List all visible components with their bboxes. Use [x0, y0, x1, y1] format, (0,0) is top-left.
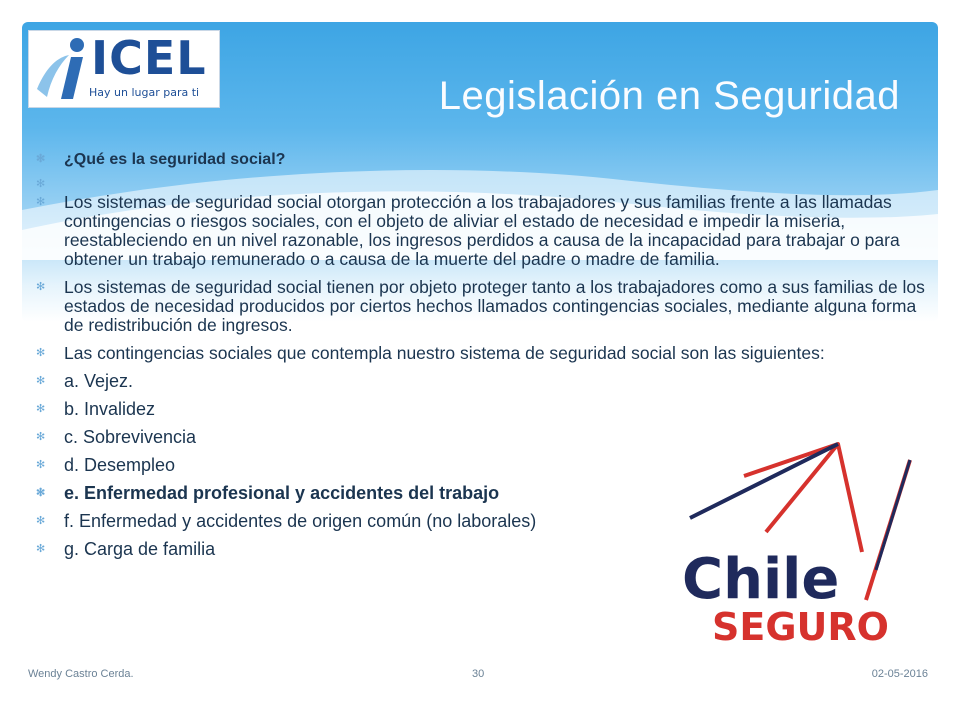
- bullet-empty: [36, 175, 936, 193]
- bullet-icon: ✻: [36, 153, 46, 165]
- chile-seguro-logo: [660, 440, 920, 660]
- bullet-icon: ✻: [36, 459, 46, 471]
- list-item-text: d. Desempleo: [64, 455, 176, 475]
- bullet-icon: ✻: [36, 515, 46, 527]
- footer-author: Wendy Castro Cerda.: [28, 668, 134, 680]
- bullet-icon: ✻: [36, 347, 46, 359]
- list-item: [36, 400, 936, 419]
- list-item-text: a. Vejez.: [64, 371, 134, 391]
- icel-logo-word: ICEL: [91, 31, 207, 85]
- bullet-icon: ✻: [36, 431, 46, 443]
- icel-logo: [28, 30, 220, 108]
- paragraph-text: Los sistemas de seguridad social otorgan protección a los trabajadores y sus familias frente a las llamadas contingencias o riesgos sociales, con el objeto de aliviar el estado de necesidad e impedir la miseria, reestableciendo en un nivel razonable, los ingresos perdidos a causa de la incapacidad para trabajar o para obtener un trabajo remunerado o a causa de la muerte del padre o madre de familia.: [64, 192, 900, 269]
- bullet-icon: ✻: [36, 178, 46, 190]
- paragraph-text: Los sistemas de seguridad social tienen por objeto proteger tanto a los trabajadores como a sus familias de los estados de necesidad producidos por ciertos hechos llamados contingencias sociales, mediante alguna forma de redistribución de ingresos.: [64, 277, 925, 335]
- bullet-icon: ✻: [36, 403, 46, 415]
- bullet-paragraph: [36, 344, 936, 363]
- seguro-logo-word: SEGURO: [712, 605, 889, 649]
- list-item-text: g. Carga de familia: [64, 539, 216, 559]
- slide-title: Legislación en Seguridad: [438, 74, 900, 118]
- question-text: ¿Qué es la seguridad social?: [64, 151, 286, 168]
- list-item: [36, 372, 936, 391]
- paragraph-text: Las contingencias sociales que contempla nuestro sistema de seguridad social son las siguientes:: [64, 343, 825, 363]
- bullet-icon: ✻: [36, 543, 46, 555]
- bullet-icon: ✻: [36, 281, 46, 293]
- list-item-text: c. Sobrevivencia: [64, 427, 197, 447]
- footer-page-number: 30: [472, 668, 485, 680]
- bullet-question: [36, 150, 936, 169]
- bullet-paragraph: [36, 193, 936, 269]
- bullet-icon: ✻: [36, 487, 46, 499]
- bullet-icon: ✻: [36, 196, 46, 208]
- footer-date: 02-05-2016: [871, 668, 928, 680]
- list-item-text: b. Invalidez: [64, 399, 156, 419]
- chile-logo-word: Chile: [682, 547, 840, 612]
- bullet-paragraph: [36, 278, 936, 335]
- list-item-text: e. Enfermedad profesional y accidentes del trabajo: [64, 483, 500, 503]
- icel-logo-tagline: Hay un lugar para ti: [89, 86, 200, 99]
- list-item-text: f. Enfermedad y accidentes de origen común (no laborales): [64, 511, 537, 531]
- icel-figure-icon: [33, 35, 93, 101]
- bullet-icon: ✻: [36, 375, 46, 387]
